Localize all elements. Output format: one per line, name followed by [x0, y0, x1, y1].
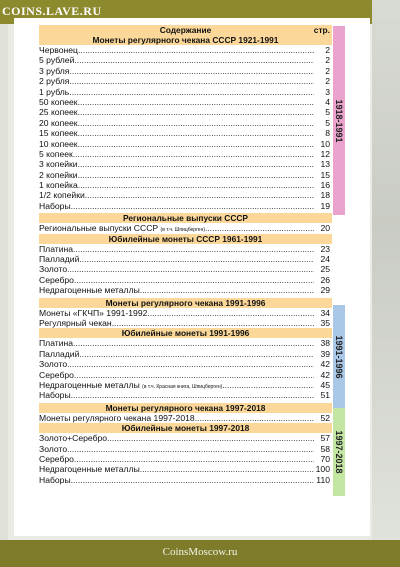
period-tab-1997-2018 — [333, 408, 345, 496]
group-title: Монеты регулярного чекана 1997-2018 — [105, 402, 266, 413]
toc-row — [39, 201, 332, 211]
group-header — [39, 234, 332, 244]
toc-entry-page: 15 — [320, 169, 330, 180]
toc-row — [39, 359, 332, 369]
toc-entry-title — [39, 285, 314, 295]
toc-entry-title — [39, 87, 314, 97]
group-items — [39, 413, 332, 423]
toc-entry-title — [39, 308, 314, 318]
toc-entry-title — [39, 107, 314, 117]
group-title: Региональные выпуски СССР — [122, 213, 249, 224]
toc-entry-page: 2 — [325, 55, 330, 66]
toc-entry-page: 42 — [320, 359, 330, 370]
toc-entry-title — [39, 338, 314, 348]
toc-entry-page: 100 — [315, 464, 330, 475]
group-title: Юбилейные монеты СССР 1961-1991 — [108, 233, 263, 244]
toc-entry-text: Золото — [39, 264, 68, 275]
toc-row — [39, 97, 332, 107]
toc-entry-title — [39, 201, 314, 211]
toc-entry-text: Палладий — [39, 254, 80, 265]
period-label: 1997-2018 — [334, 430, 344, 474]
toc-entry-page: 2 — [325, 65, 330, 76]
toc-entry-page: 23 — [320, 243, 330, 254]
toc-entry-title — [39, 159, 314, 169]
toc-entry-title — [39, 370, 314, 380]
toc-entry-text: Наборы — [39, 200, 71, 211]
group-items — [39, 338, 332, 400]
toc-row — [39, 107, 332, 117]
toc-entry-text: Регулярный чекан — [39, 317, 112, 328]
toc-entry-title — [39, 244, 314, 254]
toc-entry-text: Серебро — [39, 369, 74, 380]
site-watermark-top: COINS.LAVE.RU — [2, 4, 102, 18]
toc-entry-page: 70 — [320, 453, 330, 464]
toc-entry-page: 10 — [320, 138, 330, 149]
toc-entry-page: 24 — [320, 254, 330, 265]
toc-entry-title — [39, 180, 314, 190]
toc-row — [39, 87, 332, 97]
toc-entry-text: Недрагоценные металлы — [39, 464, 140, 475]
toc-entry-page: 4 — [325, 96, 330, 107]
toc-entry-page: 52 — [320, 412, 330, 423]
toc-entry-page: 29 — [320, 285, 330, 296]
toc-row — [39, 55, 332, 65]
toc-row — [39, 349, 332, 359]
toc-entry-text: 1 рубль — [39, 86, 70, 97]
page-column-label: стр. — [313, 25, 330, 35]
toc-entry-page: 34 — [320, 307, 330, 318]
page-frame-left — [0, 0, 8, 567]
toc-row — [39, 244, 332, 254]
toc-entry-page: 20 — [320, 223, 330, 234]
toc-entry-text: 10 копеек — [39, 138, 78, 149]
toc-entry-title — [39, 118, 314, 128]
toc-entry-text: 2 копейки — [39, 169, 78, 180]
group-header — [39, 213, 332, 223]
toc-entry-text: 5 копеек — [39, 148, 73, 159]
toc-entry-title — [39, 139, 314, 149]
toc-row — [39, 444, 332, 454]
group-items — [39, 433, 332, 485]
toc-entry-title — [39, 170, 314, 180]
toc-entry-page: 51 — [320, 390, 330, 401]
toc-entry-text: Палладий — [39, 348, 80, 359]
toc-row — [39, 118, 332, 128]
toc-entry-title — [39, 149, 314, 159]
toc-row — [39, 308, 332, 318]
toc-row — [39, 76, 332, 86]
toc-entry-title — [39, 264, 314, 274]
toc-entry-page: 38 — [320, 338, 330, 349]
toc-entry-title — [39, 45, 314, 55]
toc-entry-page: 13 — [320, 159, 330, 170]
toc-heading-text: Содержание — [159, 25, 212, 35]
toc-row — [39, 139, 332, 149]
toc-entry-title — [39, 190, 314, 200]
right-band — [372, 0, 400, 567]
toc-entry-page: 18 — [320, 190, 330, 201]
group-header — [39, 423, 332, 433]
toc-entry-page: 58 — [320, 443, 330, 454]
toc-row — [39, 380, 332, 390]
toc-entry-text: Недрагоценные металлы — [39, 285, 140, 296]
toc-entry-page: 35 — [320, 317, 330, 328]
toc-row — [39, 285, 332, 295]
toc-row — [39, 370, 332, 380]
toc-entry-title — [39, 359, 314, 369]
toc-row — [39, 254, 332, 264]
toc-entry-page: 5 — [325, 117, 330, 128]
toc-row — [39, 264, 332, 274]
toc-entry-page: 42 — [320, 369, 330, 380]
toc-entry-title — [39, 66, 314, 76]
toc-entry-page: 8 — [325, 128, 330, 139]
period-tab-1918-1991 — [333, 26, 345, 215]
toc-entry-text: Монеты регулярного чекана 1997-2018 — [39, 412, 195, 423]
toc-entry-title — [39, 380, 314, 390]
group-header — [39, 298, 332, 308]
toc-entry-page: 5 — [325, 107, 330, 118]
toc-entry-text: 3 копейки — [39, 159, 78, 170]
group-title: Монеты регулярного чекана 1991-1996 — [105, 297, 266, 308]
toc-entry-page: 16 — [320, 180, 330, 191]
group-header — [39, 403, 332, 413]
toc-entry-text: 20 копеек — [39, 117, 78, 128]
toc-entry-page: 2 — [325, 45, 330, 55]
toc-row — [39, 464, 332, 474]
group-title: Юбилейные монеты 1997-2018 — [121, 423, 250, 434]
toc-entry-text: Монеты «ГКЧП» 1991-1992 — [39, 307, 148, 318]
toc-row — [39, 338, 332, 348]
toc-entry-page: 12 — [320, 148, 330, 159]
toc-row — [39, 159, 332, 169]
toc-entry-text: Недрагоценные металлы — [39, 379, 140, 390]
toc-row — [39, 45, 332, 55]
toc-row — [39, 454, 332, 464]
toc-entry-text: 2 рубля — [39, 76, 70, 87]
group-header — [39, 35, 332, 45]
toc-row — [39, 390, 332, 400]
toc-entry-text: Платина — [39, 243, 74, 254]
toc-entry-page: 39 — [320, 348, 330, 359]
toc-entry-page: 57 — [320, 433, 330, 444]
group-title: Монеты регулярного чекана СССР 1921-1991 — [92, 35, 279, 45]
toc-entry-page: 25 — [320, 264, 330, 275]
toc-row — [39, 180, 332, 190]
group-items — [39, 244, 332, 296]
toc-entry-title — [39, 464, 314, 474]
group-title: Юбилейные монеты 1991-1996 — [121, 328, 250, 339]
toc-entry-text: 50 копеек — [39, 96, 78, 107]
toc-entry-note: (в т.ч. Красная книга, Шпицберген) — [142, 383, 223, 390]
toc-entry-text: 3 рубля — [39, 65, 70, 76]
toc-entry-page: 110 — [316, 474, 330, 485]
toc-entry-text: Региональные выпуски СССР — [39, 223, 159, 234]
group-header — [39, 328, 332, 338]
toc-entry-title — [39, 413, 314, 423]
toc-entry-text: Серебро — [39, 274, 74, 285]
toc-row — [39, 128, 332, 138]
period-tab-1991-1996 — [333, 305, 345, 408]
toc-entry-title — [39, 223, 314, 233]
group-items — [39, 308, 332, 329]
toc-heading — [39, 25, 332, 35]
toc-entry-page: 45 — [320, 379, 330, 390]
toc-row — [39, 223, 332, 233]
toc-entry-title — [39, 318, 314, 328]
toc-row — [39, 318, 332, 328]
toc-entry-page: 2 — [325, 76, 330, 87]
toc-entry-page: 26 — [320, 274, 330, 285]
toc-row — [39, 149, 332, 159]
toc-entry-text: Золото — [39, 443, 68, 454]
group-items — [39, 223, 332, 233]
toc-entry-title — [39, 390, 314, 400]
toc-entry-title — [39, 444, 314, 454]
period-label: 1918-1991 — [334, 98, 344, 143]
toc-entry-title — [39, 433, 314, 443]
period-label: 1991-1996 — [334, 334, 344, 379]
toc-entry-title — [39, 128, 314, 138]
toc-entry-page: 19 — [320, 200, 330, 211]
toc-row — [39, 275, 332, 285]
toc-row — [39, 170, 332, 180]
toc-entry-text: Наборы — [39, 474, 71, 485]
toc-entry-page: 3 — [325, 86, 330, 97]
site-footer: CoinsMoscow.ru — [162, 546, 238, 558]
group-items — [39, 45, 332, 211]
toc-entry-text: 1 копейка — [39, 180, 78, 191]
toc-entry-text: 15 копеек — [39, 128, 78, 139]
toc-entry-text: Золото — [39, 359, 68, 370]
toc-entry-text: 25 копеек — [39, 107, 78, 118]
toc-entry-text: Червонец — [39, 45, 78, 55]
toc-entry-text: Наборы — [39, 390, 71, 401]
toc-entry-title — [39, 275, 314, 285]
toc-row — [39, 190, 332, 200]
toc-entry-title — [39, 349, 314, 359]
toc-row — [39, 413, 332, 423]
toc-entry-text: Серебро — [39, 453, 74, 464]
toc-entry-title — [39, 97, 314, 107]
toc-entry-text: Золото+Серебро — [39, 433, 108, 444]
toc-entry-title — [39, 254, 314, 264]
toc-entry-text: 5 рублей — [39, 55, 75, 66]
toc-entry-title — [39, 55, 314, 65]
toc-entry-title — [39, 76, 314, 86]
toc-row — [39, 433, 332, 443]
toc-entry-title — [39, 475, 314, 485]
toc-row — [39, 475, 332, 485]
toc-entry-text: Платина — [39, 338, 74, 349]
toc-entry-note: (в т.ч. Шпицберген) — [160, 227, 206, 234]
toc-entry-title — [39, 454, 314, 464]
toc-row — [39, 66, 332, 76]
table-of-contents — [39, 25, 332, 485]
toc-entry-text: 1/2 копейки — [39, 190, 85, 201]
